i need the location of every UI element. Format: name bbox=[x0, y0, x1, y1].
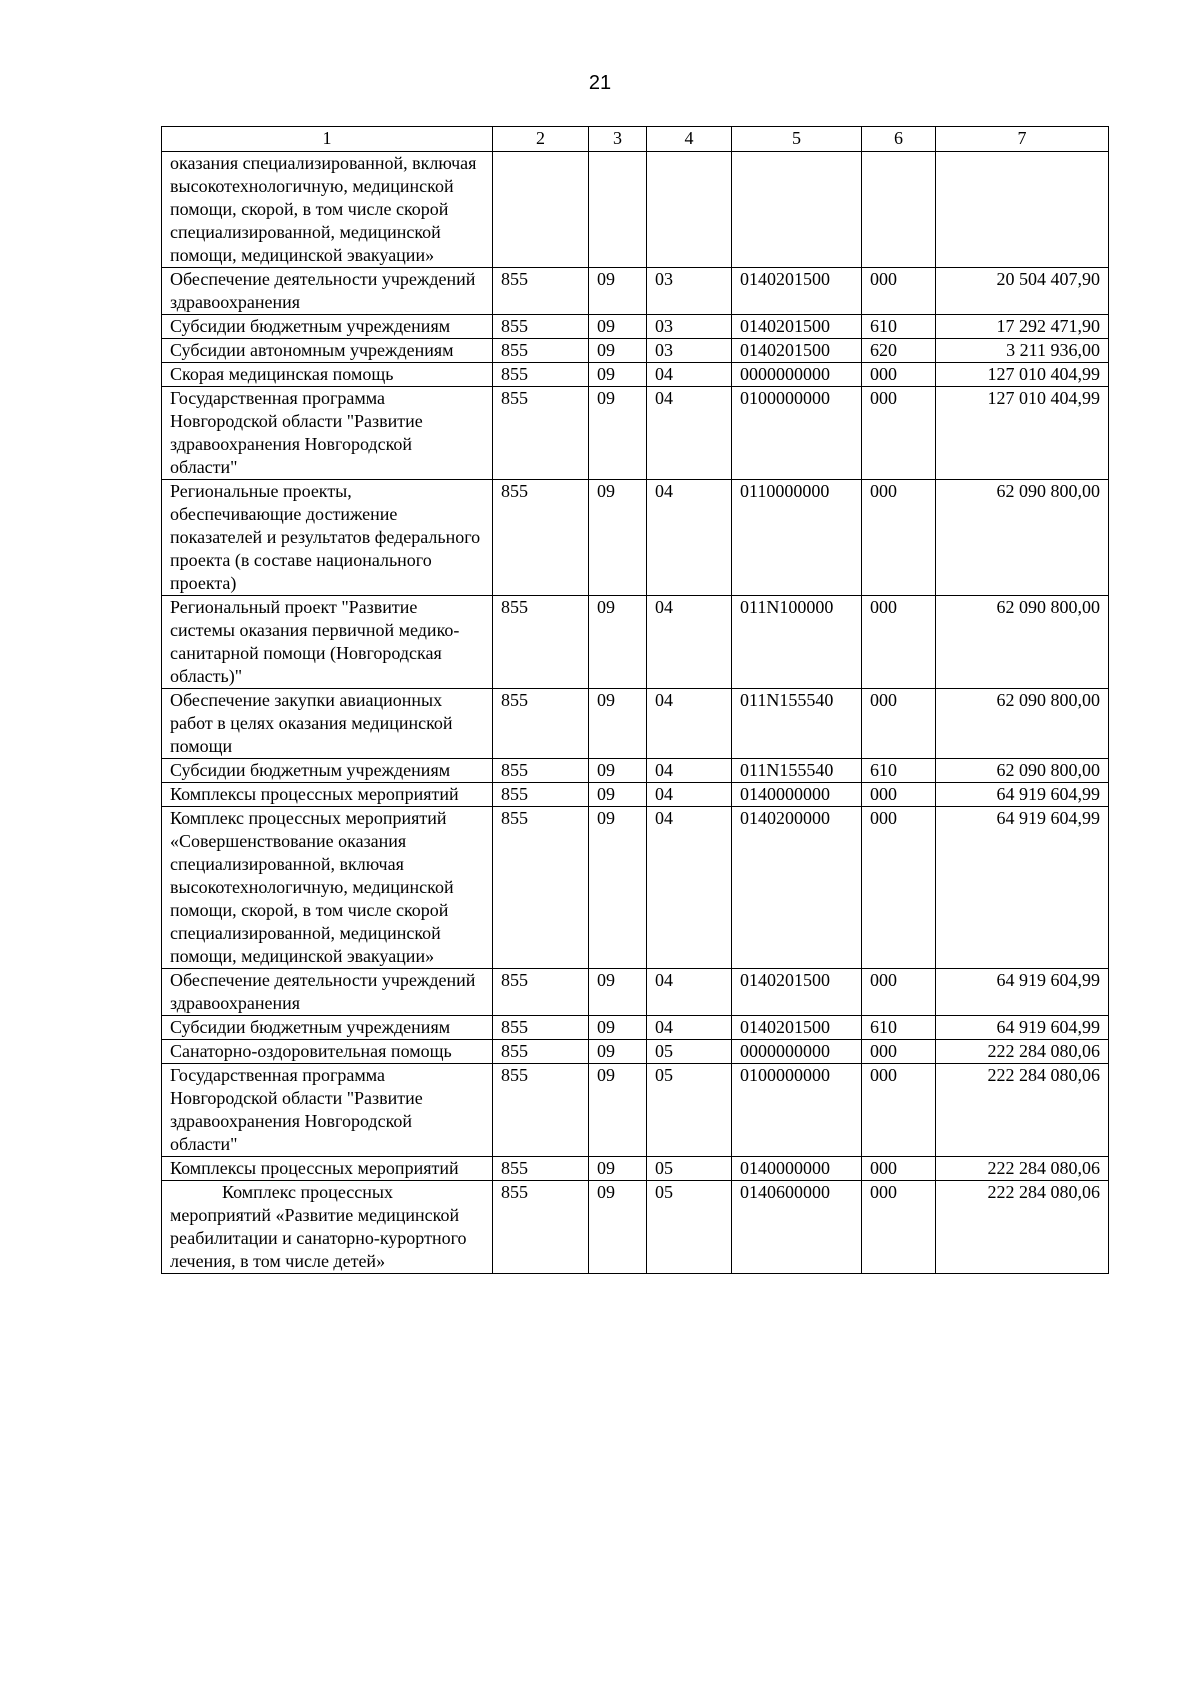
cell-expense-type: 610 bbox=[862, 1016, 936, 1040]
cell-amount: 62 090 800,00 bbox=[936, 480, 1109, 596]
cell-section: 09 bbox=[589, 1157, 647, 1181]
cell-target-article: 0140201500 bbox=[732, 969, 862, 1016]
cell-name: Государственная программа Новгородской области "Развитие здравоохранения Новгородской области" bbox=[162, 1064, 493, 1157]
cell-expense-type: 000 bbox=[862, 596, 936, 689]
cell-ministry: 855 bbox=[493, 363, 589, 387]
cell-target-article bbox=[732, 152, 862, 268]
cell-expense-type: 000 bbox=[862, 1040, 936, 1064]
cell-expense-type: 000 bbox=[862, 807, 936, 969]
cell-subsection: 04 bbox=[647, 969, 732, 1016]
cell-name: Региональные проекты, обеспечивающие достижение показателей и результатов федерального проекта (в составе национального проекта) bbox=[162, 480, 493, 596]
cell-ministry bbox=[493, 152, 589, 268]
cell-name: Обеспечение деятельности учреждений здравоохранения bbox=[162, 969, 493, 1016]
table-row bbox=[162, 759, 1109, 783]
table-row bbox=[162, 783, 1109, 807]
cell-expense-type: 000 bbox=[862, 783, 936, 807]
cell-subsection: 05 bbox=[647, 1157, 732, 1181]
cell-name: Обеспечение закупки авиационных работ в целях оказания медицинской помощи bbox=[162, 689, 493, 759]
table-row bbox=[162, 268, 1109, 315]
cell-subsection: 03 bbox=[647, 268, 732, 315]
cell-target-article: 0000000000 bbox=[732, 363, 862, 387]
cell-subsection: 05 bbox=[647, 1064, 732, 1157]
header-row bbox=[162, 127, 1109, 152]
cell-ministry: 855 bbox=[493, 759, 589, 783]
cell-ministry: 855 bbox=[493, 783, 589, 807]
cell-ministry: 855 bbox=[493, 807, 589, 969]
budget-table bbox=[161, 126, 1109, 1274]
cell-amount: 64 919 604,99 bbox=[936, 807, 1109, 969]
column-header: 7 bbox=[936, 127, 1109, 152]
cell-target-article: 0140201500 bbox=[732, 1016, 862, 1040]
cell-name: Субсидии бюджетным учреждениям bbox=[162, 315, 493, 339]
cell-name: Субсидии бюджетным учреждениям bbox=[162, 1016, 493, 1040]
cell-subsection: 03 bbox=[647, 315, 732, 339]
cell-name: Обеспечение деятельности учреждений здравоохранения bbox=[162, 268, 493, 315]
cell-ministry: 855 bbox=[493, 480, 589, 596]
cell-name: Субсидии автономным учреждениям bbox=[162, 339, 493, 363]
cell-target-article: 0140201500 bbox=[732, 268, 862, 315]
column-header: 4 bbox=[647, 127, 732, 152]
cell-expense-type: 620 bbox=[862, 339, 936, 363]
table-row bbox=[162, 339, 1109, 363]
cell-target-article: 0100000000 bbox=[732, 1064, 862, 1157]
table-row bbox=[162, 1181, 1109, 1274]
cell-amount: 127 010 404,99 bbox=[936, 363, 1109, 387]
cell-expense-type: 610 bbox=[862, 759, 936, 783]
cell-subsection: 04 bbox=[647, 363, 732, 387]
table-row bbox=[162, 807, 1109, 969]
cell-expense-type bbox=[862, 152, 936, 268]
table-row bbox=[162, 315, 1109, 339]
table-row bbox=[162, 363, 1109, 387]
cell-ministry: 855 bbox=[493, 1181, 589, 1274]
cell-amount: 222 284 080,06 bbox=[936, 1040, 1109, 1064]
column-header: 5 bbox=[732, 127, 862, 152]
table-row bbox=[162, 1064, 1109, 1157]
column-header: 1 bbox=[162, 127, 493, 152]
cell-amount: 20 504 407,90 bbox=[936, 268, 1109, 315]
cell-target-article: 011N155540 bbox=[732, 759, 862, 783]
table-row bbox=[162, 1016, 1109, 1040]
cell-ministry: 855 bbox=[493, 1040, 589, 1064]
table-row bbox=[162, 480, 1109, 596]
cell-name: Комплексы процессных мероприятий bbox=[162, 783, 493, 807]
cell-section: 09 bbox=[589, 1040, 647, 1064]
cell-expense-type: 000 bbox=[862, 363, 936, 387]
cell-name: Скорая медицинская помощь bbox=[162, 363, 493, 387]
cell-target-article: 0140200000 bbox=[732, 807, 862, 969]
cell-ministry: 855 bbox=[493, 339, 589, 363]
cell-section: 09 bbox=[589, 759, 647, 783]
cell-amount: 222 284 080,06 bbox=[936, 1157, 1109, 1181]
table-row bbox=[162, 1157, 1109, 1181]
cell-target-article: 0140000000 bbox=[732, 783, 862, 807]
cell-ministry: 855 bbox=[493, 689, 589, 759]
cell-expense-type: 000 bbox=[862, 268, 936, 315]
table-row bbox=[162, 596, 1109, 689]
cell-ministry: 855 bbox=[493, 1157, 589, 1181]
cell-name: оказания специализированной, включая высокотехнологичную, медицинской помощи, скорой, в том числе скорой специализированной, медицинской помощи, медицинской эвакуации» bbox=[162, 152, 493, 268]
cell-expense-type: 610 bbox=[862, 315, 936, 339]
cell-amount: 222 284 080,06 bbox=[936, 1064, 1109, 1157]
table-row bbox=[162, 689, 1109, 759]
cell-name: Государственная программа Новгородской области "Развитие здравоохранения Новгородской области" bbox=[162, 387, 493, 480]
cell-subsection: 04 bbox=[647, 1016, 732, 1040]
cell-amount: 127 010 404,99 bbox=[936, 387, 1109, 480]
cell-target-article: 0140201500 bbox=[732, 315, 862, 339]
cell-subsection: 05 bbox=[647, 1040, 732, 1064]
cell-section: 09 bbox=[589, 480, 647, 596]
cell-ministry: 855 bbox=[493, 1016, 589, 1040]
cell-amount: 17 292 471,90 bbox=[936, 315, 1109, 339]
cell-expense-type: 000 bbox=[862, 387, 936, 480]
cell-amount: 222 284 080,06 bbox=[936, 1181, 1109, 1274]
cell-subsection bbox=[647, 152, 732, 268]
cell-section: 09 bbox=[589, 339, 647, 363]
cell-name: Санаторно-оздоровительная помощь bbox=[162, 1040, 493, 1064]
cell-ministry: 855 bbox=[493, 596, 589, 689]
cell-subsection: 04 bbox=[647, 783, 732, 807]
cell-target-article: 0110000000 bbox=[732, 480, 862, 596]
cell-amount: 62 090 800,00 bbox=[936, 759, 1109, 783]
cell-ministry: 855 bbox=[493, 268, 589, 315]
cell-section bbox=[589, 152, 647, 268]
cell-subsection: 04 bbox=[647, 689, 732, 759]
cell-subsection: 04 bbox=[647, 387, 732, 480]
cell-ministry: 855 bbox=[493, 1064, 589, 1157]
cell-section: 09 bbox=[589, 268, 647, 315]
cell-subsection: 03 bbox=[647, 339, 732, 363]
table-row bbox=[162, 969, 1109, 1016]
cell-subsection: 05 bbox=[647, 1181, 732, 1274]
cell-amount bbox=[936, 152, 1109, 268]
column-header: 2 bbox=[493, 127, 589, 152]
cell-ministry: 855 bbox=[493, 387, 589, 480]
cell-amount: 64 919 604,99 bbox=[936, 1016, 1109, 1040]
cell-amount: 64 919 604,99 bbox=[936, 783, 1109, 807]
cell-target-article: 011N100000 bbox=[732, 596, 862, 689]
cell-target-article: 0140000000 bbox=[732, 1157, 862, 1181]
cell-expense-type: 000 bbox=[862, 480, 936, 596]
cell-expense-type: 000 bbox=[862, 969, 936, 1016]
cell-subsection: 04 bbox=[647, 596, 732, 689]
column-header: 6 bbox=[862, 127, 936, 152]
cell-subsection: 04 bbox=[647, 807, 732, 969]
cell-section: 09 bbox=[589, 1016, 647, 1040]
cell-target-article: 0140201500 bbox=[732, 339, 862, 363]
cell-name: Комплекс процессных мероприятий «Совершенствование оказания специализированной, включая высокотехнологичную, медицинской помощи, скорой, в том числе скорой специализированной, медицинской помощи, медицинской эвакуации» bbox=[162, 807, 493, 969]
cell-expense-type: 000 bbox=[862, 1181, 936, 1274]
table-row bbox=[162, 387, 1109, 480]
cell-expense-type: 000 bbox=[862, 1064, 936, 1157]
column-header: 3 bbox=[589, 127, 647, 152]
cell-section: 09 bbox=[589, 807, 647, 969]
cell-name: Комплексы процессных мероприятий bbox=[162, 1157, 493, 1181]
cell-subsection: 04 bbox=[647, 480, 732, 596]
cell-name: Региональный проект "Развитие системы оказания первичной медико-санитарной помощи (Новгородская область)" bbox=[162, 596, 493, 689]
page-number: 21 bbox=[588, 72, 612, 94]
cell-ministry: 855 bbox=[493, 969, 589, 1016]
cell-target-article: 011N155540 bbox=[732, 689, 862, 759]
cell-section: 09 bbox=[589, 969, 647, 1016]
cell-amount: 62 090 800,00 bbox=[936, 689, 1109, 759]
cell-name: Комплекс процессных мероприятий «Развитие медицинской реабилитации и санаторно-курортного лечения, в том числе детей» bbox=[162, 1181, 493, 1274]
cell-section: 09 bbox=[589, 689, 647, 759]
cell-section: 09 bbox=[589, 363, 647, 387]
cell-expense-type: 000 bbox=[862, 689, 936, 759]
cell-target-article: 0000000000 bbox=[732, 1040, 862, 1064]
cell-section: 09 bbox=[589, 1181, 647, 1274]
cell-target-article: 0100000000 bbox=[732, 387, 862, 480]
cell-expense-type: 000 bbox=[862, 1157, 936, 1181]
table-row bbox=[162, 152, 1109, 268]
cell-target-article: 0140600000 bbox=[732, 1181, 862, 1274]
cell-subsection: 04 bbox=[647, 759, 732, 783]
cell-section: 09 bbox=[589, 783, 647, 807]
cell-amount: 62 090 800,00 bbox=[936, 596, 1109, 689]
cell-section: 09 bbox=[589, 596, 647, 689]
cell-section: 09 bbox=[589, 315, 647, 339]
cell-name: Субсидии бюджетным учреждениям bbox=[162, 759, 493, 783]
cell-amount: 3 211 936,00 bbox=[936, 339, 1109, 363]
table-row bbox=[162, 1040, 1109, 1064]
cell-section: 09 bbox=[589, 387, 647, 480]
cell-section: 09 bbox=[589, 1064, 647, 1157]
cell-amount: 64 919 604,99 bbox=[936, 969, 1109, 1016]
cell-ministry: 855 bbox=[493, 315, 589, 339]
